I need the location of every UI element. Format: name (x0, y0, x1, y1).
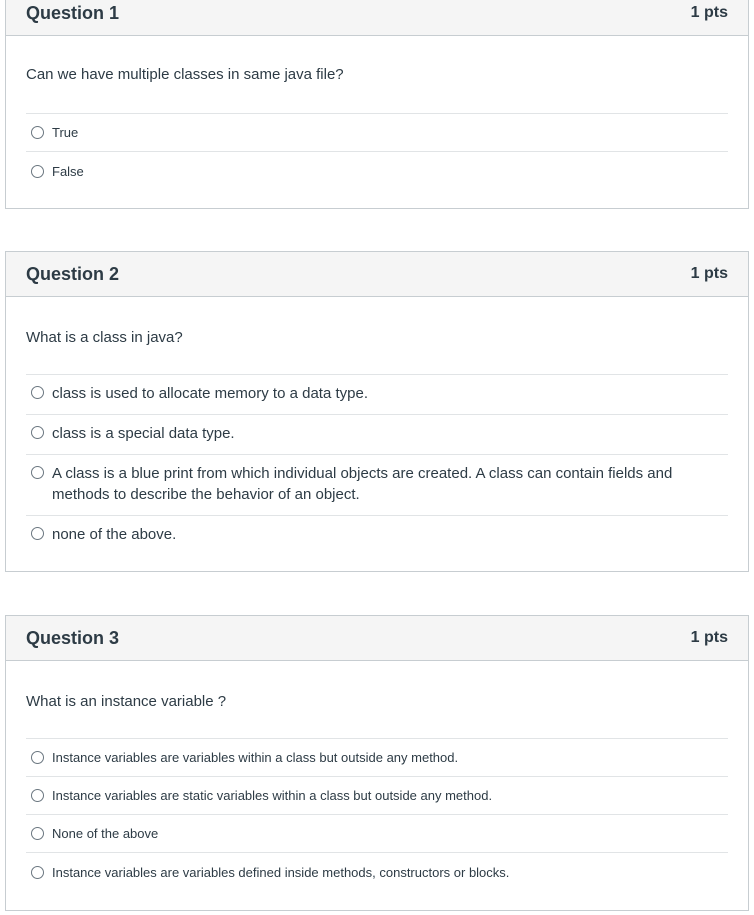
question-points: 1 pts (690, 629, 728, 646)
radio-button[interactable] (31, 165, 44, 178)
question-body (6, 297, 748, 555)
answer-option[interactable] (26, 815, 728, 853)
answer-label[interactable]: None of the above (52, 826, 159, 841)
radio-button[interactable] (31, 426, 44, 439)
question-title: Question 1 (26, 2, 120, 23)
radio-button[interactable] (31, 126, 44, 139)
answer-label[interactable]: class is used to allocate memory to a data type. (52, 385, 368, 402)
answer-label[interactable]: class is a special data type. (52, 425, 235, 442)
radio-button[interactable] (31, 386, 44, 399)
radio-button[interactable] (31, 789, 44, 802)
answer-list (26, 738, 728, 891)
radio-button[interactable] (31, 466, 44, 479)
answer-label[interactable]: Instance variables are static variables within a class but outside any method. (52, 788, 493, 803)
answer-option[interactable] (26, 777, 728, 815)
answer-option[interactable] (26, 152, 728, 190)
answer-list (26, 374, 728, 555)
question-2 (5, 251, 749, 572)
answer-label[interactable]: none of the above. (52, 526, 177, 543)
answer-list (26, 113, 728, 190)
question-header (6, 0, 748, 36)
answer-label[interactable]: False (52, 163, 84, 179)
question-header (6, 252, 748, 297)
answer-label[interactable]: True (52, 125, 79, 140)
question-1 (5, 0, 749, 209)
question-points: 1 pts (690, 265, 728, 282)
answer-option[interactable] (26, 415, 728, 455)
question-body (6, 661, 748, 891)
answer-option[interactable] (26, 114, 728, 152)
radio-button[interactable] (31, 827, 44, 840)
answer-option[interactable] (26, 375, 728, 415)
radio-button[interactable] (31, 866, 44, 879)
question-title: Question 2 (26, 263, 120, 284)
answer-option[interactable] (26, 853, 728, 891)
answer-label[interactable]: Instance variables are variables within a class but outside any method. (52, 750, 459, 765)
answer-label[interactable]: Instance variables are variables defined inside methods, constructors or blocks. (52, 864, 510, 880)
question-text: Can we have multiple classes in same java file? (26, 66, 344, 83)
question-body (6, 36, 748, 190)
answer-option[interactable] (26, 516, 728, 555)
question-3 (5, 615, 749, 911)
radio-button[interactable] (31, 751, 44, 764)
question-points: 1 pts (690, 4, 728, 21)
question-text: What is a class in java? (26, 329, 183, 346)
question-header (6, 616, 748, 661)
question-title: Question 3 (26, 627, 120, 648)
answer-option[interactable] (26, 739, 728, 777)
answer-label[interactable]: A class is a blue print from which individual objects are created. A class can contain fields and methods to describe the behavior of an object. (52, 465, 673, 503)
radio-button[interactable] (31, 527, 44, 540)
answer-option[interactable] (26, 455, 728, 516)
question-text: What is an instance variable ? (26, 693, 227, 710)
